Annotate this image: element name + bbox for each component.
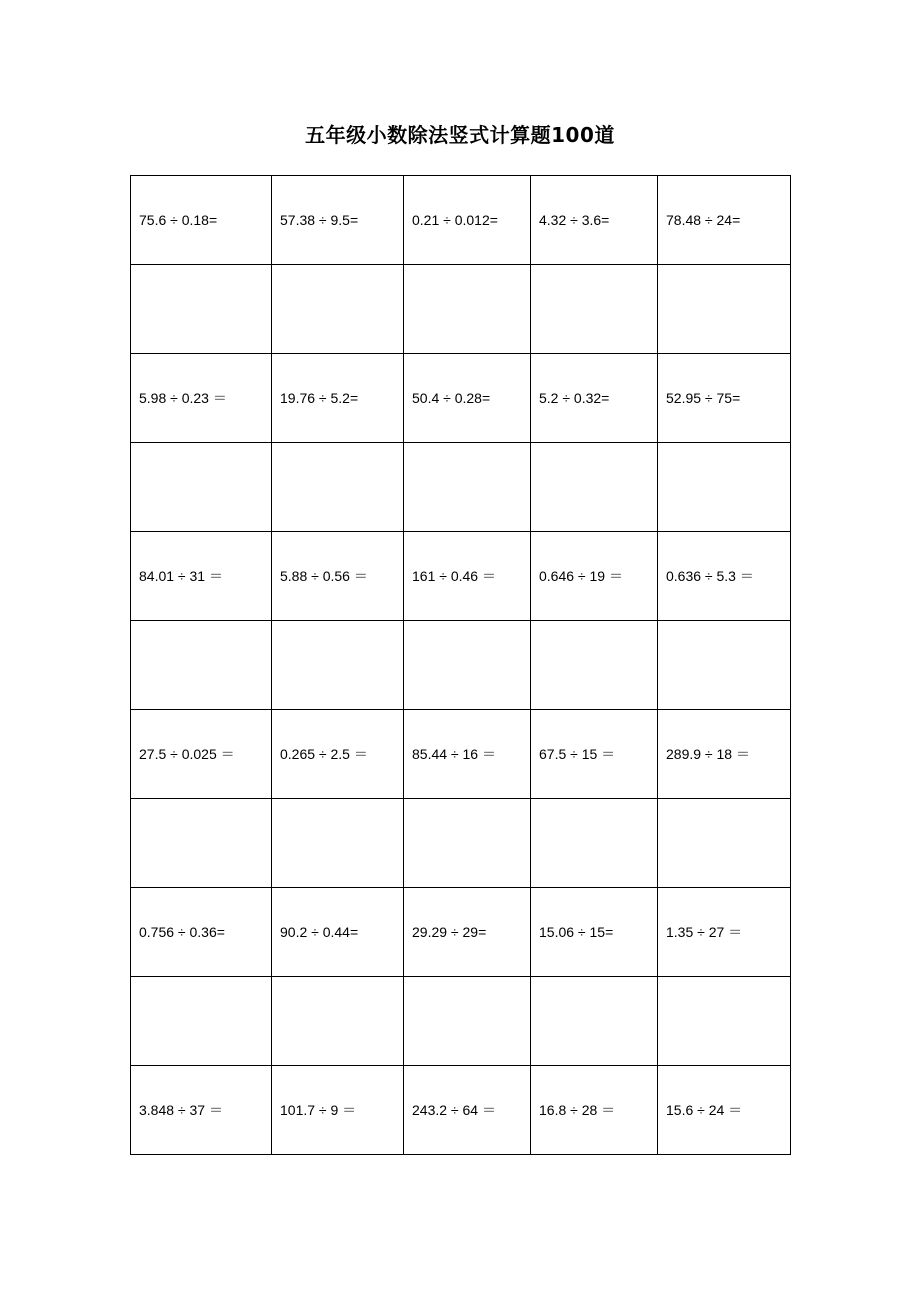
problem-cell: 19.76 ÷ 5.2= <box>272 354 404 443</box>
worksheet-table <box>130 175 791 1155</box>
problem-cell: 15.6 ÷ 24 ＝ <box>658 1066 791 1155</box>
answer-row <box>131 621 791 710</box>
problem-row <box>131 710 791 799</box>
answer-cell[interactable] <box>404 443 531 532</box>
problem-cell: 5.88 ÷ 0.56 ＝ <box>272 532 404 621</box>
problem-cell: 1.35 ÷ 27 ＝ <box>658 888 791 977</box>
answer-cell[interactable] <box>658 265 791 354</box>
answer-row <box>131 265 791 354</box>
problem-cell: 85.44 ÷ 16 ＝ <box>404 710 531 799</box>
answer-cell[interactable] <box>531 799 658 888</box>
problem-cell: 16.8 ÷ 28 ＝ <box>531 1066 658 1155</box>
problem-cell: 15.06 ÷ 15= <box>531 888 658 977</box>
answer-row <box>131 443 791 532</box>
problem-cell: 78.48 ÷ 24= <box>658 176 791 265</box>
answer-cell[interactable] <box>272 621 404 710</box>
problem-row <box>131 532 791 621</box>
problem-cell: 5.98 ÷ 0.23 ＝ <box>131 354 272 443</box>
problem-cell: 243.2 ÷ 64 ＝ <box>404 1066 531 1155</box>
problem-row <box>131 888 791 977</box>
answer-cell[interactable] <box>131 799 272 888</box>
problem-cell: 101.7 ÷ 9 ＝ <box>272 1066 404 1155</box>
answer-cell[interactable] <box>131 443 272 532</box>
problem-cell: 0.756 ÷ 0.36= <box>131 888 272 977</box>
answer-cell[interactable] <box>272 265 404 354</box>
answer-cell[interactable] <box>131 621 272 710</box>
problem-row <box>131 354 791 443</box>
answer-cell[interactable] <box>531 621 658 710</box>
answer-row <box>131 799 791 888</box>
problem-cell: 84.01 ÷ 31 ＝ <box>131 532 272 621</box>
problem-cell: 0.636 ÷ 5.3 ＝ <box>658 532 791 621</box>
answer-cell[interactable] <box>131 977 272 1066</box>
answer-cell[interactable] <box>404 977 531 1066</box>
answer-cell[interactable] <box>272 977 404 1066</box>
answer-cell[interactable] <box>272 443 404 532</box>
answer-cell[interactable] <box>404 265 531 354</box>
problem-row <box>131 1066 791 1155</box>
problem-cell: 29.29 ÷ 29= <box>404 888 531 977</box>
answer-cell[interactable] <box>131 265 272 354</box>
problem-cell: 67.5 ÷ 15 ＝ <box>531 710 658 799</box>
answer-cell[interactable] <box>658 443 791 532</box>
problem-cell: 4.32 ÷ 3.6= <box>531 176 658 265</box>
answer-cell[interactable] <box>404 799 531 888</box>
answer-cell[interactable] <box>658 799 791 888</box>
problem-cell: 90.2 ÷ 0.44= <box>272 888 404 977</box>
problem-cell: 0.646 ÷ 19 ＝ <box>531 532 658 621</box>
answer-cell[interactable] <box>531 977 658 1066</box>
problem-cell: 161 ÷ 0.46 ＝ <box>404 532 531 621</box>
problem-cell: 57.38 ÷ 9.5= <box>272 176 404 265</box>
problem-cell: 0.265 ÷ 2.5 ＝ <box>272 710 404 799</box>
answer-cell[interactable] <box>658 977 791 1066</box>
problem-cell: 289.9 ÷ 18 ＝ <box>658 710 791 799</box>
problem-cell: 75.6 ÷ 0.18= <box>131 176 272 265</box>
page-title: 五年级小数除法竖式计算题100道 <box>305 123 615 147</box>
problem-cell: 0.21 ÷ 0.012= <box>404 176 531 265</box>
problem-cell: 3.848 ÷ 37 ＝ <box>131 1066 272 1155</box>
answer-cell[interactable] <box>531 443 658 532</box>
answer-cell[interactable] <box>272 799 404 888</box>
answer-cell[interactable] <box>658 621 791 710</box>
problem-row <box>131 176 791 265</box>
problem-cell: 50.4 ÷ 0.28= <box>404 354 531 443</box>
problem-cell: 5.2 ÷ 0.32= <box>531 354 658 443</box>
problem-cell: 27.5 ÷ 0.025 ＝ <box>131 710 272 799</box>
problem-cell: 52.95 ÷ 75= <box>658 354 791 443</box>
answer-cell[interactable] <box>404 621 531 710</box>
answer-row <box>131 977 791 1066</box>
answer-cell[interactable] <box>531 265 658 354</box>
